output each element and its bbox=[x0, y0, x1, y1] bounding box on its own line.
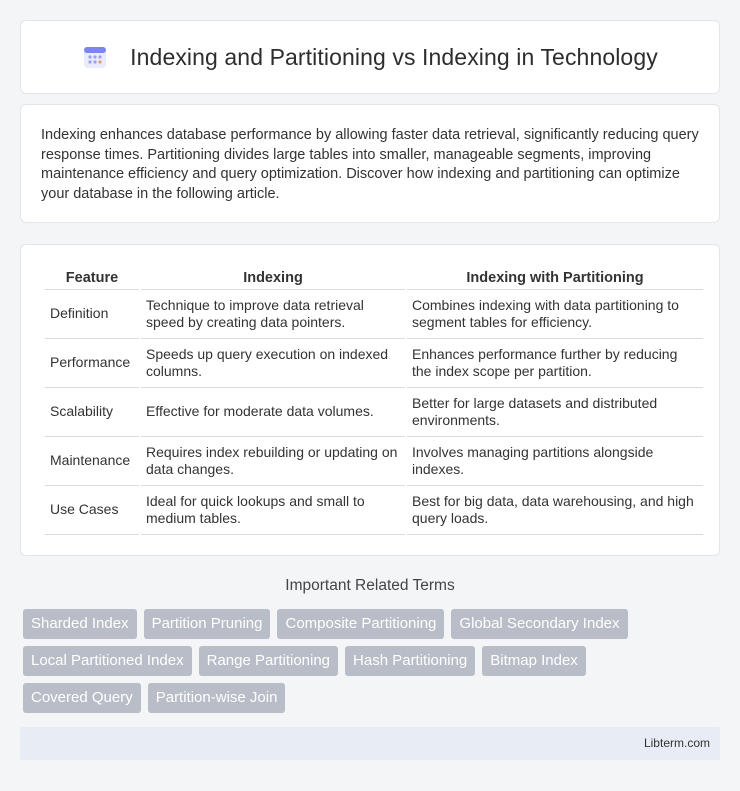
tag-row bbox=[23, 646, 723, 676]
tag-partition-wise-join[interactable]: Partition-wise Join bbox=[148, 683, 286, 713]
table-row bbox=[45, 388, 703, 437]
row-feature: Use Cases bbox=[45, 486, 139, 535]
row-indexing-with-partitioning: Combines indexing with data partitioning to segment tables for efficiency. bbox=[407, 290, 703, 339]
tag-partition-pruning[interactable]: Partition Pruning bbox=[144, 609, 271, 639]
row-feature: Performance bbox=[45, 339, 139, 388]
calendar-grid-icon bbox=[82, 44, 108, 70]
footer bbox=[20, 727, 720, 760]
row-indexing: Speeds up query execution on indexed columns. bbox=[141, 339, 405, 388]
comparison-table bbox=[43, 267, 705, 535]
row-indexing-with-partitioning: Better for large datasets and distributed environments. bbox=[407, 388, 703, 437]
comparison-table-card bbox=[20, 244, 720, 556]
tag-bitmap-index[interactable]: Bitmap Index bbox=[482, 646, 586, 676]
table-row bbox=[45, 339, 703, 388]
tag-row bbox=[23, 683, 723, 713]
header-feature: Feature bbox=[45, 267, 139, 290]
header-indexing-with-partitioning: Indexing with Partitioning bbox=[407, 267, 703, 290]
tag-covered-query[interactable]: Covered Query bbox=[23, 683, 141, 713]
row-indexing-with-partitioning: Enhances performance further by reducing the index scope per partition. bbox=[407, 339, 703, 388]
footer-site-link[interactable]: Libterm.com bbox=[643, 736, 710, 750]
related-terms-tags bbox=[23, 609, 723, 720]
tag-composite-partitioning[interactable]: Composite Partitioning bbox=[277, 609, 444, 639]
header-indexing: Indexing bbox=[141, 267, 405, 290]
tag-row bbox=[23, 609, 723, 639]
table-row bbox=[45, 290, 703, 339]
row-indexing: Ideal for quick lookups and small to medium tables. bbox=[141, 486, 405, 535]
tag-hash-partitioning[interactable]: Hash Partitioning bbox=[345, 646, 475, 676]
intro-text: Indexing enhances database performance by allowing faster data retrieval, significantly reducing query response times. Partitioning divides large tables into smaller, manageable segments, improving maintenance efficiency and query optimization. Discover how indexing and partitioning can optimize your database in the following article. bbox=[41, 127, 699, 202]
table-row bbox=[45, 486, 703, 535]
intro-card bbox=[20, 104, 720, 223]
row-indexing-with-partitioning: Best for big data, data warehousing, and high query loads. bbox=[407, 486, 703, 535]
row-feature: Maintenance bbox=[45, 437, 139, 486]
tag-range-partitioning[interactable]: Range Partitioning bbox=[199, 646, 338, 676]
tag-sharded-index[interactable]: Sharded Index bbox=[23, 609, 137, 639]
header-card bbox=[20, 20, 720, 94]
row-indexing: Technique to improve data retrieval speed by creating data pointers. bbox=[141, 290, 405, 339]
table-row bbox=[45, 437, 703, 486]
row-indexing-with-partitioning: Involves managing partitions alongside indexes. bbox=[407, 437, 703, 486]
page-title: Indexing and Partitioning vs Indexing in Technology bbox=[130, 43, 658, 70]
row-indexing: Requires index rebuilding or updating on data changes. bbox=[141, 437, 405, 486]
tag-local-partitioned-index[interactable]: Local Partitioned Index bbox=[23, 646, 192, 676]
row-feature: Definition bbox=[45, 290, 139, 339]
row-indexing: Effective for moderate data volumes. bbox=[141, 388, 405, 437]
row-feature: Scalability bbox=[45, 388, 139, 437]
related-terms-title: Important Related Terms bbox=[285, 577, 455, 594]
table-header-row bbox=[45, 267, 703, 290]
tag-global-secondary-index[interactable]: Global Secondary Index bbox=[451, 609, 627, 639]
